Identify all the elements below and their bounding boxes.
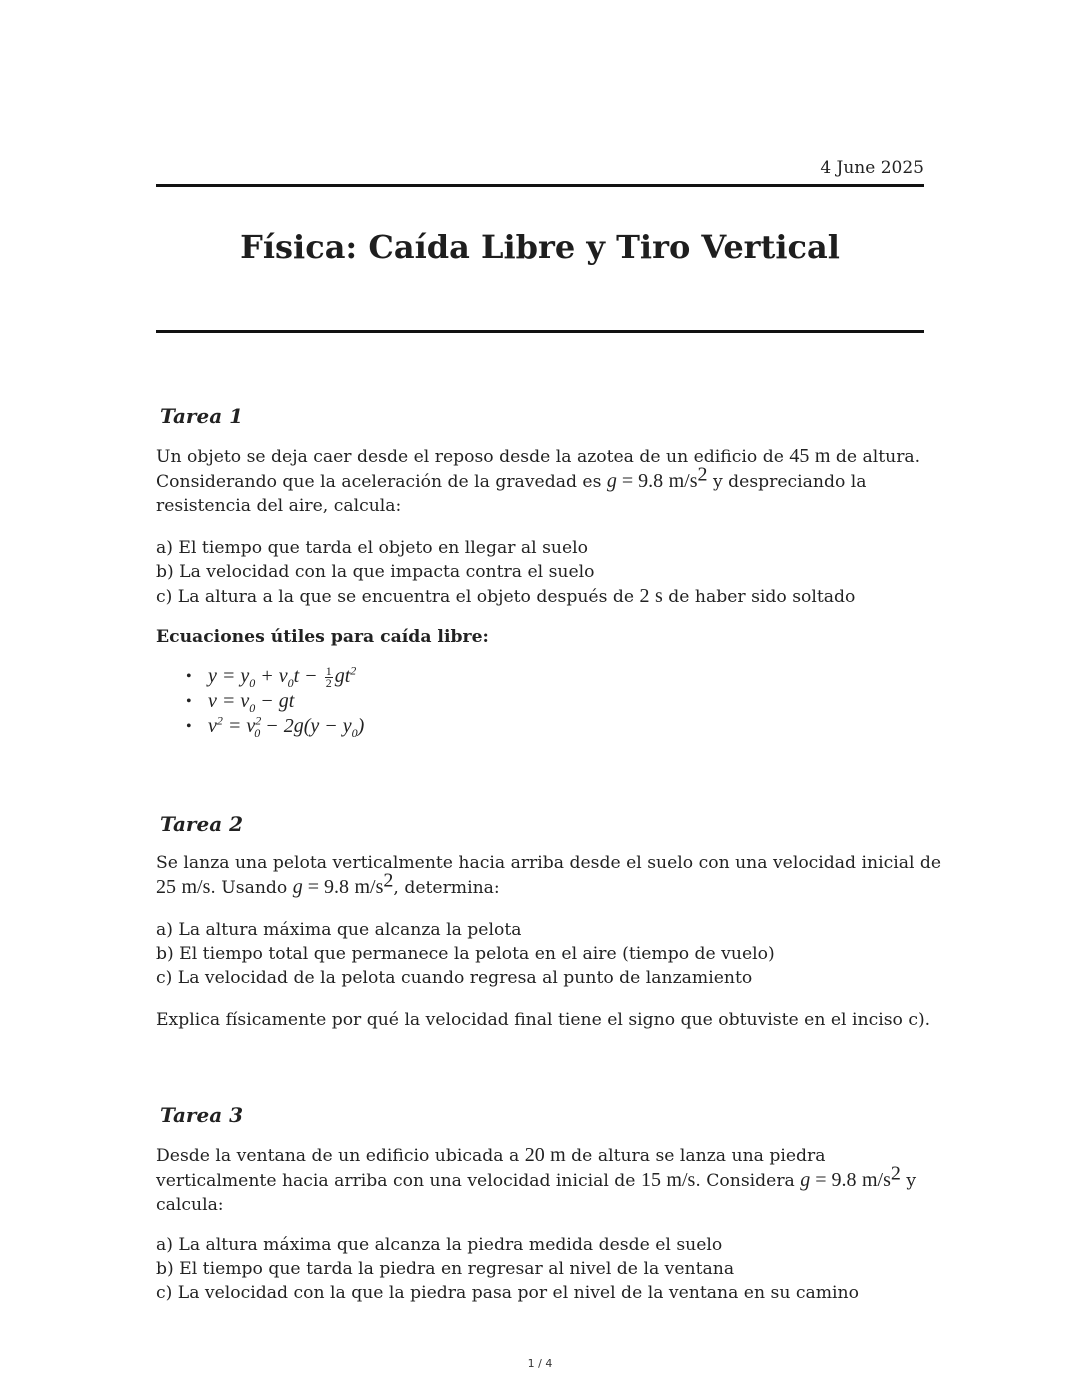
list-item: b) El tiempo que tarda la piedra en regresar al nivel de la ventana xyxy=(156,1259,735,1279)
equation-3: • $v^2 = v^2_0 - 2g(y - y_0)$ xyxy=(186,713,365,740)
tarea-2-intro: Se lanza una pelota verticalmente hacia arriba desde el suelo con una velocidad inicial de 25 m/s. Usando g = 9.8 $m/s^2$, determina: xyxy=(156,853,942,898)
title-rule xyxy=(156,330,924,333)
page-number: 1 / 4 xyxy=(527,1357,553,1370)
equations-heading: Ecuaciones útiles para caída libre: xyxy=(156,627,489,647)
tarea-2-items xyxy=(156,918,946,990)
tarea-2-heading: Tarea 2 xyxy=(160,812,244,836)
list-item: b) La velocidad con la que impacta contra el suelo xyxy=(156,562,595,582)
header-rule xyxy=(156,184,924,187)
document-date: 4 June 2025 xyxy=(820,158,924,178)
list-item: c) La velocidad de la pelota cuando regresa al punto de lanzamiento xyxy=(156,968,753,988)
tarea-2-explain: Explica físicamente por qué la velocidad final tiene el signo que obtuviste en el inciso c). xyxy=(156,1010,931,1030)
equation-2: • $v = v_0$ − gt xyxy=(186,690,295,715)
list-item: a) La altura máxima que alcanza la piedra medida desde el suelo xyxy=(156,1235,723,1255)
tarea-1-items xyxy=(156,536,946,609)
tarea-1-intro: Un objeto se deja caer desde el reposo desde la azotea de un edificio de 45 m de altura. Considerando que la aceleración de la gravedad es g = 9.8 $m/s^2$ y despreciando la resistencia del aire, calcula: xyxy=(156,445,921,516)
page-title: Física: Caída Libre y Tiro Vertical xyxy=(240,228,840,266)
equation-1: • $y = y_0 + v_0t$ − $\frac{1}{2}$ $gt^2$ xyxy=(186,663,357,690)
fraction-half: $\frac{1}{2}$ xyxy=(325,663,332,690)
tarea-3-heading: Tarea 3 xyxy=(160,1103,244,1127)
equations-list xyxy=(186,664,364,739)
list-item: a) La altura máxima que alcanza la pelota xyxy=(156,920,522,940)
list-item: c) La velocidad con la que la piedra pasa por el nivel de la ventana en su camino xyxy=(156,1283,859,1303)
tarea-3-items xyxy=(156,1233,946,1305)
tarea-3-intro: Desde la ventana de un edificio ubicada a 20 m de altura se lanza una piedra verticalmente hacia arriba con una velocidad inicial de 15 m/s. Considera g = 9.8 $m/s^2$ y calcula: xyxy=(156,1144,917,1215)
list-item: c) La altura a la que se encuentra el objeto después de 2 s de haber sido soltado xyxy=(156,585,856,607)
list-item: b) El tiempo total que permanece la pelota en el aire (tiempo de vuelo) xyxy=(156,944,775,964)
list-item: a) El tiempo que tarda el objeto en llegar al suelo xyxy=(156,538,589,558)
tarea-1-heading: Tarea 1 xyxy=(160,404,244,428)
